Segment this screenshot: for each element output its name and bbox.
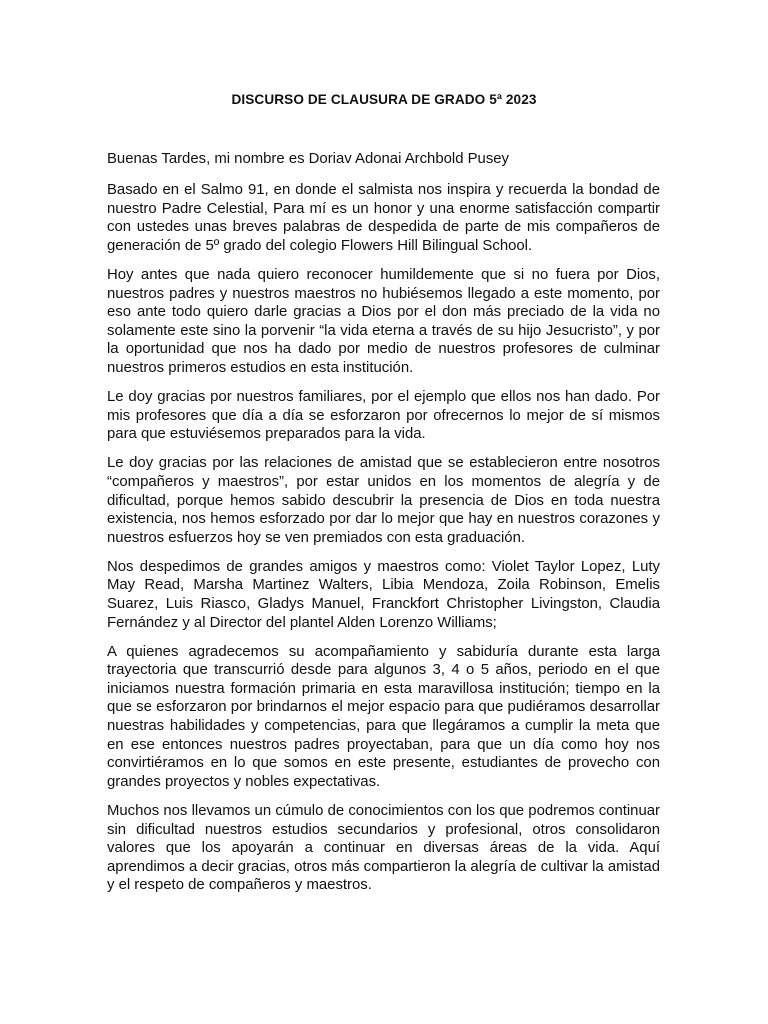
paragraph-knowledge: Muchos nos llevamos un cúmulo de conocimientos con los que podremos continuar sin dificultad nuestros estudios secundarios y profesional, otros consolidaron valores que los apoyarán a continuar en diversas áreas de la vida. Aquí aprendimos a decir gracias, otros más compartieron la alegría de cultivar la amistad y el respeto de compañeros y maestros.: [107, 802, 660, 894]
paragraph-thanks-family: Le doy gracias por nuestros familiares, por el ejemplo que ellos nos han dado. Por mis profesores que día a día se esforzaron por ofrecernos lo mejor de sí mismos para que estuviésemos preparados para la vida.: [107, 389, 660, 443]
document-body: [107, 150, 660, 905]
paragraph-gratitude: A quienes agradecemos su acompañamiento y sabiduría durante esta larga trayectoria que transcurrió desde para algunos 3, 4 o 5 años, periodo en el que iniciamos nuestra formación primaria en esta maravillosa institución; tiempo en la que se esforzaron por brindarnos el mejor espacio para que pudiéramos desarrollar nuestras habilidades y competencias, para que llegáramos a cumplir la meta que en ese entonces nuestros padres proyectaban, para que un día como hoy nos convirtiéramos en lo que somos en este presente, estudiantes de provecho con grandes proyectos y nobles expectativas.: [107, 643, 660, 790]
paragraph-introduction: Basado en el Salmo 91, en donde el salmista nos inspira y recuerda la bondad de nuestro Padre Celestial, Para mí es un honor y una enorme satisfacción compartir con ustedes unas breves palabras de despedida de parte de mis compañeros de generación de 5º grado del colegio Flowers Hill Bilingual School.: [107, 182, 660, 254]
document-title: DISCURSO DE CLAUSURA DE GRADO 5ª 2023: [231, 92, 537, 107]
paragraph-thanks-friendship: Le doy gracias por las relaciones de amistad que se establecieron entre nosotros “compañeros y maestros”, por estar unidos en los momentos de alegría y de dificultad, porque hemos sabido descubrir la presencia de Dios en toda nuestra existencia, nos hemos esforzado por dar lo mejor que hay en nuestros corazones y nuestros esfuerzos hoy se ven premiados con esta graduación.: [107, 455, 660, 546]
paragraph-thanks-god: Hoy antes que nada quiero reconocer humildemente que si no fuera por Dios, nuestros padres y nuestros maestros no hubiésemos llegado a este momento, por eso ante todo quiero darle gracias a Dios por el don más preciado de la vida no solamente este sino la porvenir “la vida eterna a través de su hijo Jesucristo”, y por la oportunidad que nos ha dado por medio de nuestros profesores de culminar nuestros primeros estudios en esta institución.: [107, 266, 660, 376]
paragraph-farewell: Nos despedimos de grandes amigos y maestros como: Violet Taylor Lopez, Luty May Read, Marsha Martinez Walters, Libia Mendoza, Zoila Robinson, Emelis Suarez, Luis Riasco, Gladys Manuel, Franckfort Christopher Livingston, Claudia Fernández y al Director del plantel Alden Lorenzo Williams;: [107, 558, 660, 631]
paragraph-greeting: Buenas Tardes, mi nombre es Doriav Adonai Archbold Pusey: [107, 151, 509, 167]
